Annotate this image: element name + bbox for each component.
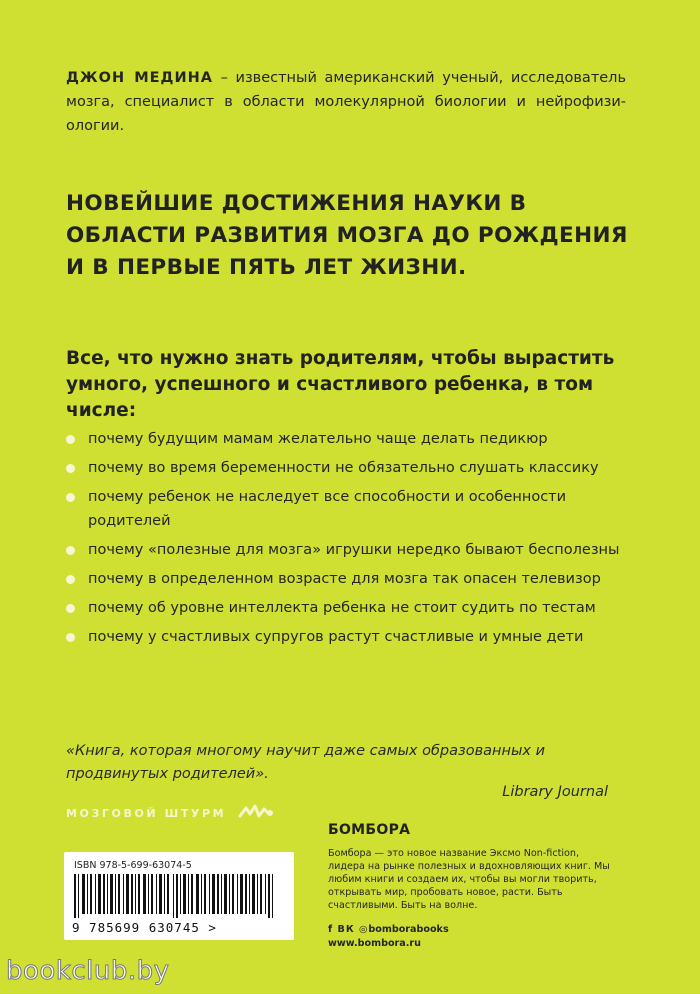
bullet-dot-icon bbox=[66, 464, 75, 473]
social-links bbox=[328, 924, 449, 935]
lead-text: Все, что нужно знать родителям, чтобы вырастить умного, успешного и счастливого ребенка, в том числе: bbox=[66, 348, 615, 421]
bullet-item: почему «полезные для мозга» игрушки нередко бывают бесполезны bbox=[66, 538, 646, 562]
bullet-item: почему в определенном возрасте для мозга так опасен телевизор bbox=[66, 567, 646, 591]
author-bio bbox=[66, 66, 626, 138]
publisher-name: БОМБОРА bbox=[328, 822, 411, 838]
bullet-dot-icon bbox=[66, 493, 75, 502]
series-logo-icon bbox=[238, 800, 274, 824]
author-description: – известный американский ученый, исследователь мозга, специалист в области молекулярной биологии и нейрофизиологии. bbox=[66, 70, 627, 134]
watermark bbox=[0, 954, 230, 994]
bullet-item: почему ребенок не наследует все способности и особенности родителей bbox=[66, 485, 646, 533]
bullet-item: почему во время беременности не обязательно слушать классику bbox=[66, 456, 646, 480]
headline: НОВЕЙШИЕ ДОСТИЖЕНИЯ НАУКИ В ОБЛАСТИ РАЗВИТИЯ МОЗГА ДО РОЖДЕНИЯ И В ПЕРВЫЕ ПЯТЬ ЛЕТ ЖИЗНИ. bbox=[66, 191, 628, 280]
author-name: ДЖОН МЕДИНА bbox=[66, 70, 213, 86]
bullet-dot-icon bbox=[66, 604, 75, 613]
bullet-dot-icon bbox=[66, 546, 75, 555]
watermark-text: bookclub.by bbox=[6, 956, 170, 986]
barcode bbox=[64, 852, 294, 940]
series-name: МОЗГОВОЙ ШТУРМ bbox=[66, 807, 227, 820]
bullet-item: почему будущим мамам желательно чаще делать педикюр bbox=[66, 427, 646, 451]
social-icons: f ВК ◎ bbox=[328, 924, 369, 935]
social-handle: bomborabooks bbox=[368, 924, 449, 935]
publisher-website: www.bombora.ru bbox=[328, 938, 421, 949]
review-quote: «Книга, которая многому научит даже самых образованных и продвинутых родителей». bbox=[66, 743, 546, 782]
publisher-description: Бомбора — это новое название Эксмо Non-fiction, лидера на рынке полезных и вдохновляющих книг. Мы любим книги и создаем их, чтобы вы могли творить, открывать мир, пробовать новое, расти. Быть счастливыми. Быть на волне. bbox=[328, 848, 610, 911]
barcode-bars-icon bbox=[74, 874, 284, 918]
bullet-dot-icon bbox=[66, 633, 75, 642]
isbn-label: ISBN 978-5-699-63074-5 bbox=[74, 860, 192, 871]
bullet-dot-icon bbox=[66, 435, 75, 444]
bullet-item: почему у счастливых супругов растут счастливые и умные дети bbox=[66, 625, 646, 649]
bullet-item: почему об уровне интеллекта ребенка не стоит судить по тестам bbox=[66, 596, 646, 620]
bullet-list bbox=[66, 427, 646, 654]
quote-source: Library Journal bbox=[502, 784, 608, 800]
barcode-digits: 9 785699 630745 > bbox=[72, 920, 217, 935]
bullet-dot-icon bbox=[66, 575, 75, 584]
